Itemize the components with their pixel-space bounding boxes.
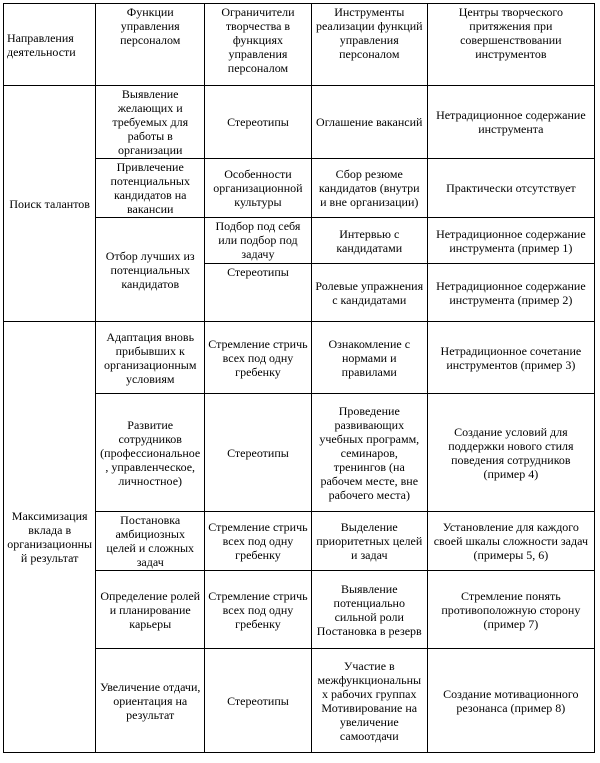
header-direction: Направления деятельности (4, 4, 96, 86)
limiter-cell: Стремление стричь всех под одну гребенку (205, 571, 312, 649)
center-cell: Стремление понять противоположную сторону (пример 7) (427, 571, 594, 649)
center-cell: Нетрадиционное содержание инструмента (пример 2) (427, 264, 594, 322)
header-row (4, 4, 595, 86)
function-cell: Отбор лучших из потенциальных кандидатов (96, 218, 205, 322)
header-limiter: Ограничители творчества в функциях управления персоналом (205, 4, 312, 86)
limiter-cell: Стремление стричь всех под одну гребенку (205, 512, 312, 571)
limiter-cell: Стереотипы (205, 649, 312, 753)
tool-cell: Выявление потенциально сильной роли Постановка в резерв (311, 571, 427, 649)
direction-cell: Максимизация вклада в организационный результат (4, 322, 96, 753)
header-tool: Инструменты реализации функций управления персоналом (311, 4, 427, 86)
direction-cell: Поиск талантов (4, 86, 96, 322)
center-cell: Создание условий для поддержки нового стиля поведения сотрудников (пример 4) (427, 394, 594, 512)
function-cell: Развитие сотрудников (профессиональное, управленческое, личностное) (96, 394, 205, 512)
table-row (4, 86, 595, 159)
limiter-cell: Стереотипы (205, 394, 312, 512)
center-cell: Установление для каждого своей шкалы сложности задач (примеры 5, 6) (427, 512, 594, 571)
center-cell: Создание мотивационного резонанса (пример 8) (427, 649, 594, 753)
tool-cell: Ролевые упражнения с кандидатами (311, 264, 427, 322)
tool-cell: Выделение приоритетных целей и задач (311, 512, 427, 571)
tool-cell: Оглашение вакансий (311, 86, 427, 159)
function-cell: Привлечение потенциальных кандидатов на вакансии (96, 159, 205, 218)
tool-cell: Ознакомление с нормами и правилами (311, 322, 427, 394)
tool-cell: Участие в межфункциональных рабочих группах Мотивирование на увеличение самоотдачи (311, 649, 427, 753)
center-cell: Практически отсутствует (427, 159, 594, 218)
limiter-cell: Стереотипы (205, 264, 312, 322)
limiter-cell: Стремление стричь всех под одну гребенку (205, 322, 312, 394)
function-cell: Адаптация вновь прибывших к организационным условиям (96, 322, 205, 394)
hr-functions-table (3, 3, 595, 753)
center-cell: Нетрадиционное содержание инструмента (427, 86, 594, 159)
center-cell: Нетрадиционное содержание инструмента (пример 1) (427, 218, 594, 264)
function-cell: Выявление желающих и требуемых для работы в организации (96, 86, 205, 159)
limiter-cell: Особенности организационной культуры (205, 159, 312, 218)
limiter-cell: Подбор под себя или подбор под задачу (205, 218, 312, 264)
tool-cell: Сбор резюме кандидатов (внутри и вне организации) (311, 159, 427, 218)
header-function: Функции управления персоналом (96, 4, 205, 86)
tool-cell: Проведение развивающих учебных программ, семинаров, тренингов (на рабочем месте, вне рабочего места) (311, 394, 427, 512)
tool-cell: Интервью с кандидатами (311, 218, 427, 264)
limiter-cell: Стереотипы (205, 86, 312, 159)
header-center: Центры творческого притяжения при совершенствовании инструментов (427, 4, 594, 86)
function-cell: Определение ролей и планирование карьеры (96, 571, 205, 649)
table-row (4, 322, 595, 394)
center-cell: Нетрадиционное сочетание инструментов (пример 3) (427, 322, 594, 394)
function-cell: Постановка амбициозных целей и сложных задач (96, 512, 205, 571)
function-cell: Увеличение отдачи, ориентация на результат (96, 649, 205, 753)
